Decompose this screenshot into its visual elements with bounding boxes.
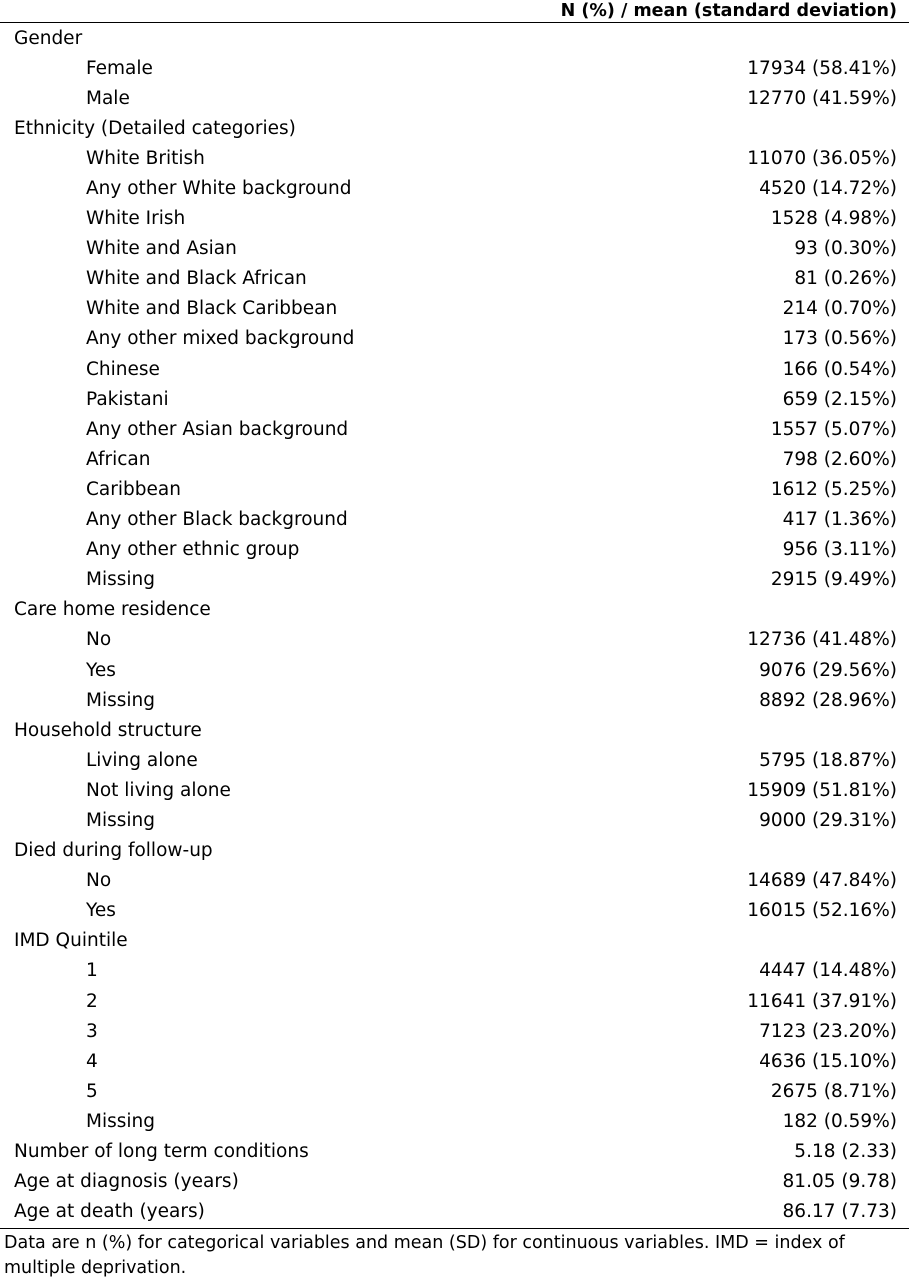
table-row: [0, 1046, 909, 1076]
row-value: 2915 (9.49%): [770, 569, 897, 591]
row-label: Gender: [14, 27, 83, 49]
table-row: [0, 354, 909, 384]
table-row-category: [0, 23, 909, 53]
row-label: Died during follow-up: [14, 840, 213, 862]
row-label: Care home residence: [14, 599, 211, 621]
table-row: [0, 384, 909, 414]
row-label: Yes: [86, 659, 116, 681]
row-label: Missing: [86, 569, 155, 591]
row-value: 17934 (58.41%): [747, 57, 897, 79]
table-footnote: Data are n (%) for categorical variables and mean (SD) for continuous variables. IMD = index of multiple deprivation.: [4, 1232, 845, 1278]
row-value: 182 (0.59%): [782, 1110, 897, 1132]
row-label: Household structure: [14, 719, 202, 741]
row-label: Any other White background: [86, 178, 352, 200]
table-row: [0, 775, 909, 805]
row-label: Any other Black background: [86, 509, 348, 531]
row-value: 9076 (29.56%): [759, 659, 897, 681]
row-value: 1557 (5.07%): [770, 418, 897, 440]
row-label: Age at diagnosis (years): [14, 1171, 239, 1193]
row-label: No: [86, 629, 112, 651]
table-row: [0, 234, 909, 264]
value-column-header: N (%) / mean (standard deviation): [560, 1, 897, 21]
table-row: [0, 625, 909, 655]
row-label: Any other Asian background: [86, 418, 349, 440]
table-row: [0, 535, 909, 565]
row-value: 956 (3.11%): [782, 539, 897, 561]
row-label: 1: [86, 960, 98, 982]
row-label: White and Black African: [86, 268, 307, 290]
row-label: Any other ethnic group: [86, 539, 300, 561]
table-row: [0, 986, 909, 1016]
row-label: 4: [86, 1050, 98, 1072]
row-label: Not living alone: [86, 779, 231, 801]
row-value: 659 (2.15%): [782, 388, 897, 410]
row-value: 798 (2.60%): [782, 448, 897, 470]
row-value: 5795 (18.87%): [759, 749, 897, 771]
table-row-category: [0, 595, 909, 625]
row-value: 7123 (23.20%): [759, 1020, 897, 1042]
row-value: 4520 (14.72%): [759, 178, 897, 200]
table-row: [0, 805, 909, 835]
row-value: 1528 (4.98%): [770, 208, 897, 230]
row-value: 93 (0.30%): [794, 238, 897, 260]
table-row-category: [0, 715, 909, 745]
table-body: [0, 23, 909, 1227]
row-label: 3: [86, 1020, 98, 1042]
table-row-category: [0, 1167, 909, 1197]
table-row: [0, 685, 909, 715]
row-label: Caribbean: [86, 478, 181, 500]
table-row: [0, 204, 909, 234]
row-value: 166 (0.54%): [782, 358, 897, 380]
row-label: Number of long term conditions: [14, 1141, 309, 1163]
table-header: [0, 0, 909, 23]
row-label: White British: [86, 147, 205, 169]
row-label: Female: [86, 57, 153, 79]
table-row: [0, 444, 909, 474]
table-row: [0, 655, 909, 685]
table-row: [0, 956, 909, 986]
table-row: [0, 866, 909, 896]
row-label: Age at death (years): [14, 1201, 205, 1223]
row-label: Missing: [86, 689, 155, 711]
row-value: 15909 (51.81%): [747, 779, 897, 801]
row-label: Pakistani: [86, 388, 169, 410]
row-label: White Irish: [86, 208, 186, 230]
row-value: 86.17 (7.73): [782, 1201, 897, 1223]
row-label: Any other mixed background: [86, 328, 355, 350]
row-value: 417 (1.36%): [782, 509, 897, 531]
table-row: [0, 53, 909, 83]
table-row: [0, 1106, 909, 1136]
row-label: No: [86, 870, 112, 892]
table-row: [0, 173, 909, 203]
row-label: White and Asian: [86, 238, 237, 260]
row-label: Chinese: [86, 358, 160, 380]
row-label: Male: [86, 87, 130, 109]
row-value: 11070 (36.05%): [747, 147, 897, 169]
row-value: 2675 (8.71%): [770, 1080, 897, 1102]
row-value: 14689 (47.84%): [747, 870, 897, 892]
row-label: Yes: [86, 900, 116, 922]
table-row: [0, 505, 909, 535]
row-value: 214 (0.70%): [782, 298, 897, 320]
row-label: 5: [86, 1080, 98, 1102]
row-value: 4447 (14.48%): [759, 960, 897, 982]
row-label: IMD Quintile: [14, 930, 128, 952]
table-row: [0, 896, 909, 926]
table-row-category: [0, 926, 909, 956]
row-value: 173 (0.56%): [782, 328, 897, 350]
table-row: [0, 745, 909, 775]
table-row: [0, 1076, 909, 1106]
row-value: 5.18 (2.33): [794, 1141, 897, 1163]
row-label: African: [86, 448, 151, 470]
table-row: [0, 474, 909, 504]
table-row: [0, 324, 909, 354]
row-label: White and Black Caribbean: [86, 298, 338, 320]
row-value: 9000 (29.31%): [759, 809, 897, 831]
row-label: 2: [86, 990, 98, 1012]
row-value: 16015 (52.16%): [747, 900, 897, 922]
table-row-category: [0, 1136, 909, 1166]
row-value: 4636 (15.10%): [759, 1050, 897, 1072]
table-row: [0, 565, 909, 595]
row-label: Ethnicity (Detailed categories): [14, 117, 296, 139]
table-row: [0, 264, 909, 294]
row-value: 11641 (37.91%): [747, 990, 897, 1012]
table-row: [0, 414, 909, 444]
row-label: Living alone: [86, 749, 198, 771]
row-label: Missing: [86, 809, 155, 831]
row-value: 81.05 (9.78): [782, 1171, 897, 1193]
table-row-category: [0, 113, 909, 143]
row-value: 1612 (5.25%): [770, 478, 897, 500]
row-label: Missing: [86, 1110, 155, 1132]
table-row: [0, 83, 909, 113]
table-row-category: [0, 836, 909, 866]
table-row-category: [0, 1197, 909, 1227]
row-value: 12770 (41.59%): [747, 87, 897, 109]
row-value: 12736 (41.48%): [747, 629, 897, 651]
table-row: [0, 143, 909, 173]
table-row: [0, 1016, 909, 1046]
row-value: 8892 (28.96%): [759, 689, 897, 711]
table-row: [0, 294, 909, 324]
row-value: 81 (0.26%): [794, 268, 897, 290]
